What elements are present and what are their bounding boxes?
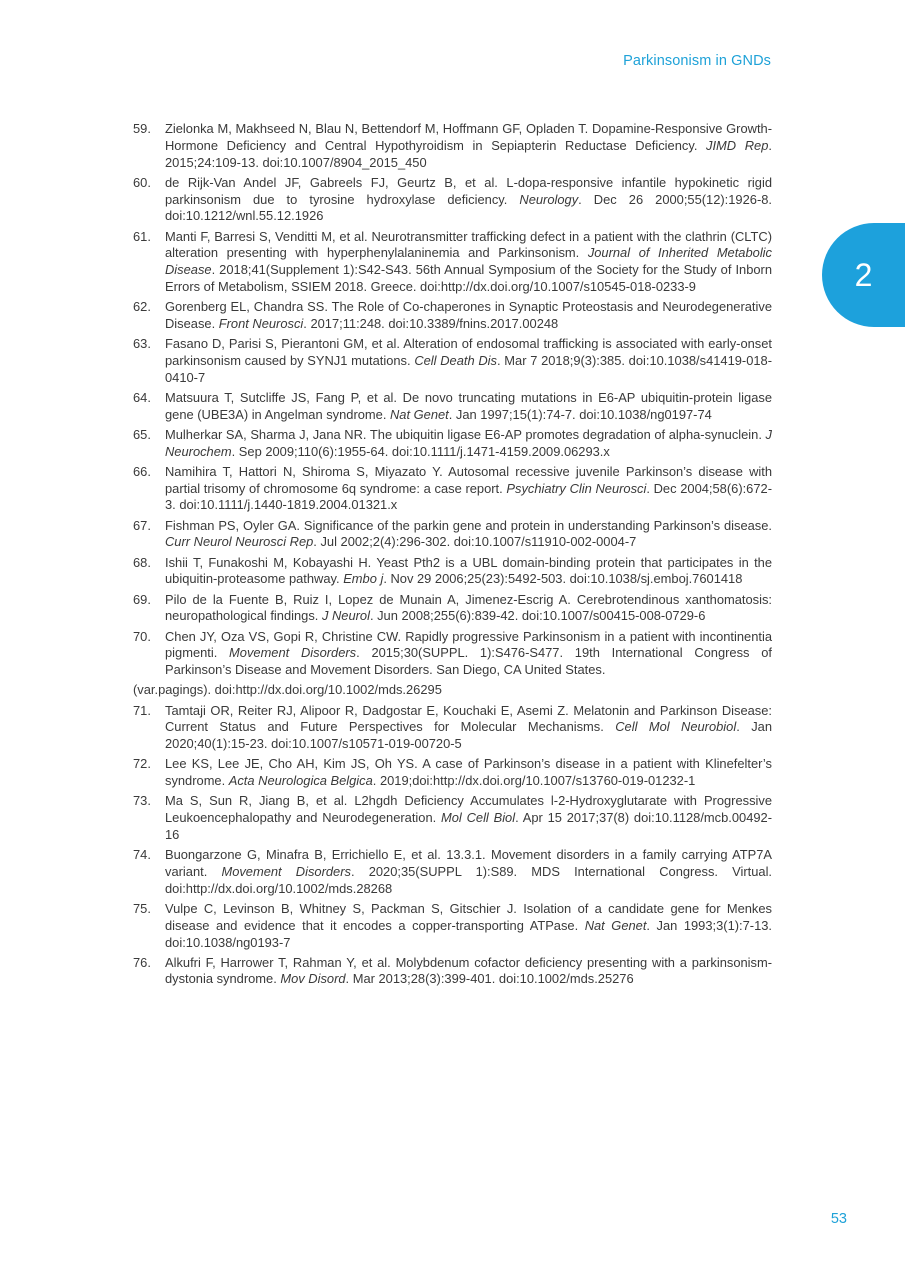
reference-text: [165, 229, 772, 296]
reference-item: [133, 229, 772, 296]
reference-segment: Tamtaji OR, Reiter RJ, Alipoor R, Dadgostar E, Kouchaki E, Asemi Z. Melatonin and Parkinson Disease: Current Status and Future Perspectives for Molecular Mechanisms.: [165, 702, 772, 735]
reference-segment: . Jan 1997;15(1):74-7. doi:10.1038/ng0197-74: [448, 406, 712, 422]
reference-segment: Fasano D, Parisi S, Pierantoni GM, et al. Alteration of endosomal trafficking is associated with early-onset parkinsonism caused by SYNJ1 mutations.: [165, 336, 772, 368]
reference-item: [133, 390, 772, 424]
reference-journal: Cell Mol Neurobiol: [615, 719, 737, 735]
reference-segment: . 2015;24:109-13. doi:10.1007/8904_2015_450: [165, 137, 772, 170]
reference-text: [165, 555, 772, 589]
reference-item: [133, 703, 772, 753]
reference-journal: Movement Disorders: [221, 863, 351, 879]
reference-segment: Buongarzone G, Minafra B, Errichiello E, et al. 13.3.1. Movement disorders in a family carrying ATP7A variant.: [165, 847, 772, 879]
reference-number: 67.: [133, 517, 151, 533]
reference-segment: . 2020;35(SUPPL 1):S89. MDS International Congress. Virtual. doi:http://dx.doi.org/10.1002/mds.28268: [165, 863, 773, 896]
reference-item: [133, 847, 772, 897]
reference-number: 69.: [133, 591, 151, 607]
reference-text: [165, 703, 772, 753]
reference-number: 75.: [133, 900, 151, 916]
reference-journal: Nat Genet: [584, 917, 647, 933]
reference-number: 60.: [133, 174, 151, 190]
reference-segment: . Apr 15 2017;37(8) doi:10.1128/mcb.00492-16: [165, 810, 772, 842]
reference-journal: JIMD Rep: [706, 137, 769, 153]
reference-number: 61.: [133, 228, 151, 244]
reference-segment: . Jul 2002;2(4):296-302. doi:10.1007/s11910-002-0004-7: [313, 534, 637, 550]
reference-number: 70.: [133, 628, 151, 644]
reference-number: 59.: [133, 121, 151, 136]
reference-segment: Ma S, Sun R, Jiang B, et al. L2hgdh Deficiency Accumulates l-2-Hydroxyglutarate with Progressive Leukoencephalopathy and Neurodegeneration.: [165, 793, 772, 826]
reference-item: [133, 955, 772, 989]
reference-segment: . Dec 26 2000;55(12):1926-8. doi:10.1212/wnl.55.12.1926: [165, 191, 772, 224]
reference-segment: Zielonka M, Makhseed N, Blau N, Bettendorf M, Hoffmann GF, Opladen T. Dopamine-Responsive Growth-Hormone Deficiency and Central Hypothyroidism in Sepiapterin Reductase Deficiency.: [165, 121, 772, 153]
reference-text: [165, 427, 772, 461]
reference-text: [165, 629, 772, 679]
page-number: 53: [830, 1211, 847, 1227]
reference-item: [133, 464, 772, 514]
reference-journal: Front Neurosci: [218, 315, 304, 331]
reference-number: 68.: [133, 554, 151, 570]
reference-number: 76.: [133, 954, 151, 970]
reference-item: [133, 629, 772, 679]
reference-number: 72.: [133, 756, 151, 772]
reference-segment: Pilo de la Fuente B, Ruiz I, Lopez de Munain A, Jimenez-Escrig A. Cerebrotendinous xanthomatosis: neuropathological findings.: [165, 591, 772, 624]
reference-journal: Psychiatry Clin Neurosci: [506, 480, 647, 496]
reference-segment: Namihira T, Hattori N, Shiroma S, Miyazato Y. Autosomal recessive juvenile Parkinson’s disease with partial trisomy of chromosome 6q syndrome: a case report.: [165, 463, 772, 496]
reference-item: [133, 299, 772, 333]
reference-group-59-70: [133, 121, 772, 679]
chapter-number: 2: [854, 257, 873, 293]
reference-journal: Embo j: [343, 571, 384, 587]
reference-segment: . Jun 2008;255(6):839-42. doi:10.1007/s00415-008-0729-6: [369, 608, 706, 624]
reference-item: [133, 427, 772, 461]
reference-journal: Movement Disorders: [229, 645, 357, 661]
reference-segment: Manti F, Barresi S, Venditti M, et al. Neurotransmitter trafficking defect in a patient with the clathrin (CLTC) alteration presenting with hyperphenylalaninemia and Parkinsonism.: [165, 228, 772, 261]
reference-segment: Chen JY, Oza VS, Gopi R, Christine CW. Rapidly progressive Parkinsonism in a patient with incontinentia pigmenti.: [165, 628, 772, 661]
reference-segment: . Dec 2004;58(6):672-3. doi:10.1111/j.1440-1819.2004.01321.x: [165, 480, 772, 513]
reference-journal: Cell Death Dis: [414, 352, 497, 368]
reference-item: [133, 555, 772, 589]
reference-item: [133, 336, 772, 386]
reference-list: [133, 121, 772, 992]
reference-journal: Curr Neurol Neurosci Rep: [165, 534, 314, 550]
reference-segment: . Jan 1993;3(1):7-13. doi:10.1038/ng0193-7: [165, 917, 772, 950]
reference-number: 66.: [133, 463, 151, 479]
reference-number: 65.: [133, 426, 151, 442]
reference-number: 63.: [133, 336, 151, 352]
reference-segment: . 2019;doi:http://dx.doi.org/10.1007/s13760-019-01232-1: [372, 773, 696, 789]
reference-text: [165, 756, 772, 790]
reference-text: [165, 901, 772, 951]
reference-segment: . 2015;30(SUPPL. 1):S476-S477. 19th International Congress of Parkinson’s Disease and Movement Disorders. San Diego, CA United States.: [165, 645, 772, 678]
reference-number: 73.: [133, 793, 151, 809]
reference-number: 64.: [133, 389, 151, 405]
reference-text: [165, 955, 772, 989]
reference-journal: Neurology: [519, 191, 579, 207]
reference-segment: . Mar 2013;28(3):399-401. doi:10.1002/mds.25276: [345, 971, 634, 987]
reference-segment: Vulpe C, Levinson B, Whitney S, Packman S, Gitschier J. Isolation of a candidate gene for Menkes disease and evidence that it encodes a copper-transporting ATPase.: [165, 900, 772, 933]
reference-item: [133, 121, 772, 171]
reference-segment: . 2018;41(Supplement 1):S42-S43. 56th Annual Symposium of the Society for the Study of Inborn Errors of Metabolism, SSIEM 2018. Greece. doi:http://dx.doi.org/10.1007/s10545-018-0233-9: [165, 262, 772, 294]
running-header: Parkinsonism in GNDs: [623, 53, 771, 69]
reference-segment: Lee KS, Lee JE, Cho AH, Kim JS, Oh YS. A case of Parkinson’s disease in a patient with Klinefelter’s syndrome.: [165, 756, 772, 789]
reference-journal: Acta Neurologica Belgica: [228, 773, 373, 789]
reference-item: [133, 592, 772, 626]
reference-item: [133, 518, 772, 552]
reference-text: [165, 175, 772, 225]
reference-segment: . Nov 29 2006;25(23):5492-503. doi:10.1038/sj.emboj.7601418: [383, 571, 743, 587]
reference-journal: Nat Genet: [390, 406, 449, 422]
reference-segment: Mulherkar SA, Sharma J, Jana NR. The ubiquitin ligase E6-AP promotes degradation of alpha-synuclein.: [165, 426, 766, 442]
chapter-tab: [822, 223, 905, 327]
reference-segment: Fishman PS, Oyler GA. Significance of the parkin gene and protein in understanding Parkinson’s disease.: [165, 517, 772, 533]
reference-text: [165, 518, 772, 552]
reference-item: [133, 756, 772, 790]
reference-journal: Mol Cell Biol: [441, 810, 516, 826]
reference-number: 71.: [133, 702, 151, 718]
reference-journal: J Neurochem: [165, 426, 772, 459]
reference-text: [165, 592, 772, 626]
reference-segment: Alkufri F, Harrower T, Rahman Y, et al. Molybdenum cofactor deficiency presenting with a parkinsonism-dystonia syndrome.: [165, 954, 772, 987]
reference-segment: . Jan 2020;40(1):15-23. doi:10.1007/s10571-019-00720-5: [165, 719, 772, 752]
reference-segment: . 2017;11:248. doi:10.3389/fnins.2017.00248: [303, 315, 559, 331]
reference-text: [165, 847, 772, 897]
reference-continuation-line: (var.pagings). doi:http://dx.doi.org/10.1002/mds.26295: [133, 682, 442, 698]
reference-text: [165, 336, 772, 386]
reference-journal: Mov Disord: [280, 971, 346, 987]
reference-text: [165, 390, 772, 424]
reference-segment: Ishii T, Funakoshi M, Kobayashi H. Yeast Pth2 is a UBL domain-binding protein that participates in the ubiquitin-proteasome pathway.: [165, 554, 772, 587]
reference-group-71-76: [133, 703, 772, 989]
reference-journal: Journal of Inherited Metabolic Disease: [165, 245, 772, 278]
reference-segment: de Rijk-Van Andel JF, Gabreels FJ, Geurtz B, et al. L-dopa-responsive infantile hypokinetic rigid parkinsonism due to tyrosine hydroxylase deficiency.: [165, 174, 772, 207]
reference-segment: . Sep 2009;110(6):1955-64. doi:10.1111/j.1471-4159.2009.06293.x: [231, 443, 610, 459]
reference-text: [165, 793, 772, 843]
reference-number: 62.: [133, 299, 151, 315]
reference-item: [133, 175, 772, 225]
reference-item: [133, 793, 772, 843]
reference-segment: Matsuura T, Sutcliffe JS, Fang P, et al. De novo truncating mutations in E6-AP ubiquitin-protein ligase gene (UBE3A) in Angelman syndrome.: [165, 389, 772, 422]
reference-journal: J Neurol: [321, 608, 370, 624]
reference-text: [165, 299, 772, 333]
reference-text: [165, 121, 772, 171]
reference-item: [133, 901, 772, 951]
reference-number: 74.: [133, 847, 151, 863]
reference-segment: Gorenberg EL, Chandra SS. The Role of Co-chaperones in Synaptic Proteostasis and Neurodegenerative Disease.: [165, 299, 772, 331]
reference-text: [165, 464, 772, 514]
reference-segment: . Mar 7 2018;9(3):385. doi:10.1038/s41419-018-0410-7: [165, 352, 773, 385]
